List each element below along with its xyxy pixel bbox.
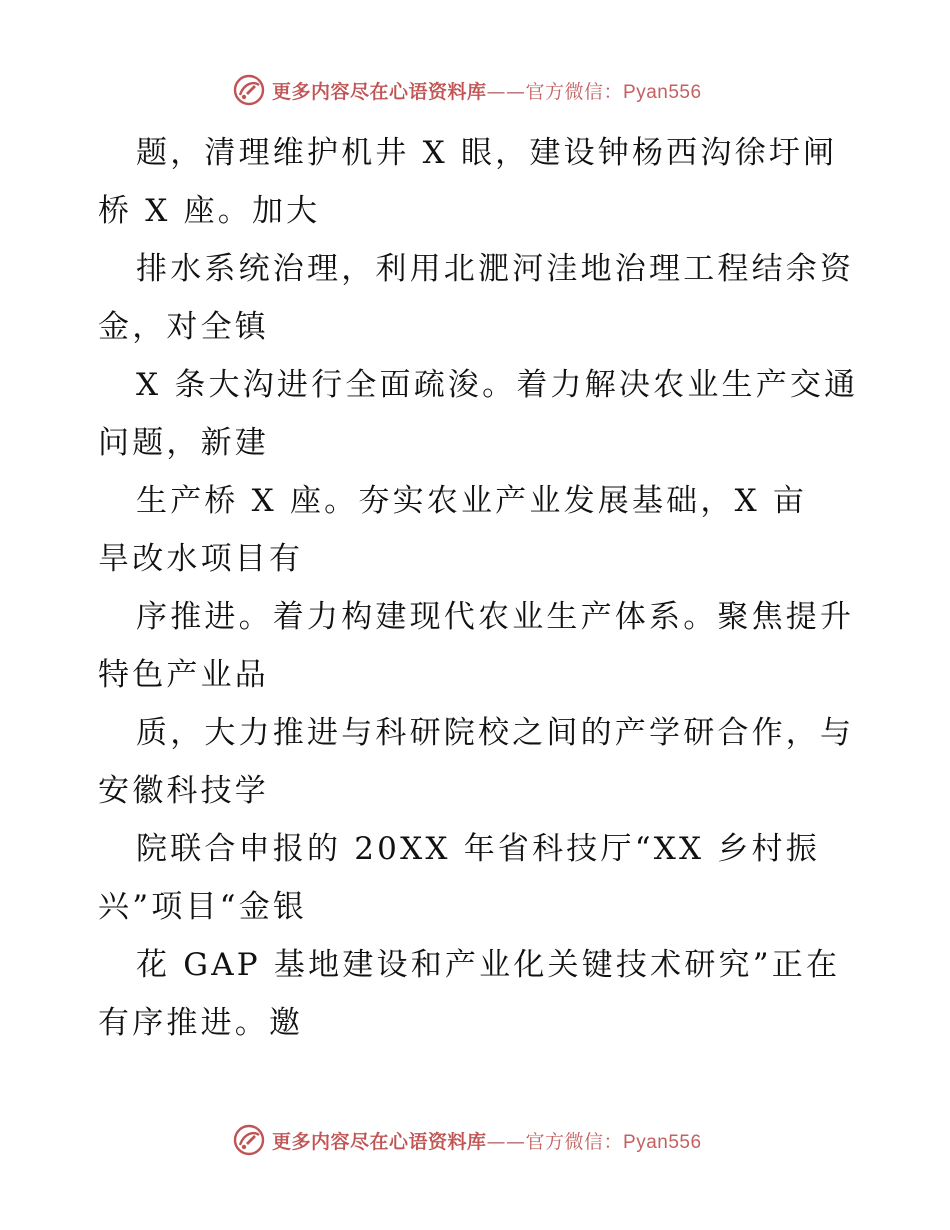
text-line: 生产桥 X 座。夯实农业产业发展基础，X 亩: [136, 483, 808, 519]
text-line: 金，对全镇: [98, 309, 269, 345]
watermark-wechat-id: Pyan556: [623, 81, 702, 103]
text-line: 花 GAP 基地建设和产业化关键技术研究”正在: [136, 947, 841, 983]
text-line: 有序推进。邀: [98, 1005, 304, 1041]
watermark-wechat-id: Pyan556: [623, 1131, 702, 1153]
text-line: 兴”项目“金银: [98, 889, 308, 925]
watermark-wechat-label: 官方微信：: [525, 80, 624, 103]
text-line: 院联合申报的 20XX 年省科技厅“XX 乡村振: [136, 831, 820, 867]
text-line: 旱改水项目有: [98, 541, 304, 577]
brand-logo-icon: [232, 73, 266, 107]
watermark-text: [272, 77, 702, 104]
text-line: 题，清理维护机井 X 眼，建设钟杨西沟徐圩闸: [136, 135, 838, 171]
watermark-brand: 更多内容尽在心语资料库: [272, 1130, 487, 1153]
text-line: X 条大沟进行全面疏浚。着力解决农业生产交通: [136, 367, 859, 403]
document-body: [98, 124, 858, 1052]
text-line: 序推进。着力构建现代农业生产体系。聚焦提升: [136, 599, 855, 635]
text-line: 排水系统治理，利用北淝河洼地治理工程结余资: [136, 251, 855, 287]
text-line: 问题，新建: [98, 425, 269, 461]
header-watermark: [232, 72, 752, 108]
text-line: 安徽科技学: [98, 773, 269, 809]
footer-watermark: [232, 1122, 752, 1158]
text-line: 特色产业品: [98, 657, 269, 693]
text-line: 桥 X 座。加大: [98, 193, 321, 229]
watermark-separator: ——: [486, 80, 526, 103]
watermark-wechat-label: 官方微信：: [525, 1130, 624, 1153]
watermark-brand: 更多内容尽在心语资料库: [272, 80, 487, 103]
brand-logo-icon: [232, 1123, 266, 1157]
watermark-text: [272, 1127, 702, 1154]
watermark-separator: ——: [486, 1130, 526, 1153]
text-line: 质，大力推进与科研院校之间的产学研合作，与: [136, 715, 855, 751]
